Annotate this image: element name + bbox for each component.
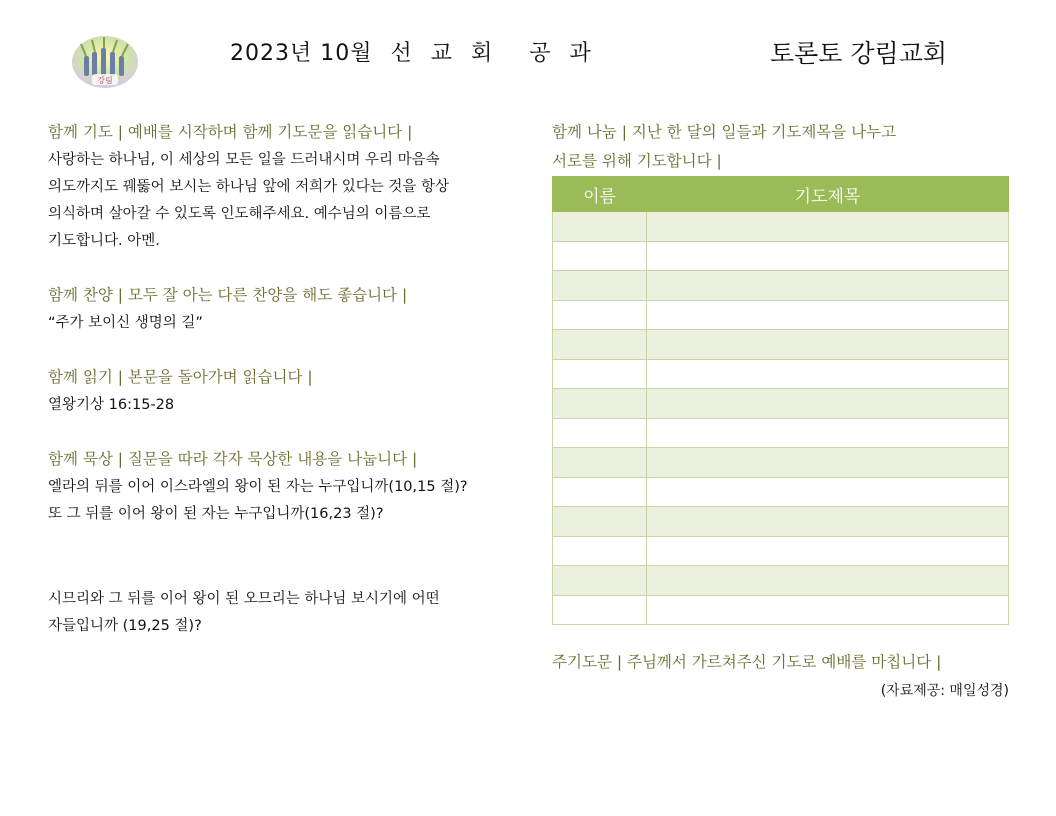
prayer-heading: 함께 기도 | 예배를 시작하며 함께 기도문을 읽습니다 | — [48, 123, 413, 141]
table-row — [553, 536, 1009, 566]
name-cell[interactable] — [553, 389, 647, 419]
prayer-line: 의도까지도 꿰뚫어 보시는 하나님 앞에 저희가 있다는 것을 항상 — [48, 179, 450, 195]
title-char: 교 — [430, 41, 454, 66]
prayer-topic-cell[interactable] — [647, 536, 1009, 566]
reading-passage: 열왕기상 16:15-28 — [48, 397, 175, 413]
hymn-section — [48, 281, 508, 337]
hymn-title: “주가 보이신 생명의 길” — [48, 315, 203, 331]
prayer-request-table — [552, 176, 1009, 625]
table-row — [553, 359, 1009, 389]
prayer-topic-cell[interactable] — [647, 448, 1009, 478]
name-cell[interactable] — [553, 477, 647, 507]
question-line: 자들입니까 (19,25 절)? — [48, 618, 202, 634]
table-row — [553, 389, 1009, 419]
title-char: 회 — [471, 41, 494, 66]
name-column-header: 이름 — [553, 177, 647, 212]
table-row — [553, 418, 1009, 448]
table-row — [553, 212, 1009, 242]
table-row — [553, 507, 1009, 537]
title-date: 2023년 10월 — [230, 41, 373, 66]
logo-text: 강림 — [97, 76, 113, 85]
prayer-topic-cell[interactable] — [647, 212, 1009, 242]
prayer-topic-cell[interactable] — [647, 271, 1009, 301]
prayer-topic-cell[interactable] — [647, 507, 1009, 537]
name-cell[interactable] — [553, 330, 647, 360]
prayer-section — [48, 118, 508, 255]
sharing-heading: 서로를 위해 기도합니다 | — [552, 152, 722, 170]
table-row — [553, 448, 1009, 478]
name-cell[interactable] — [553, 212, 647, 242]
closing-prayer: 주기도문 | 주님께서 가르쳐주신 기도로 예배를 마칩니다 | — [552, 653, 942, 671]
name-cell[interactable] — [553, 595, 647, 625]
name-cell[interactable] — [553, 241, 647, 271]
prayer-topic-cell[interactable] — [647, 330, 1009, 360]
name-cell[interactable] — [553, 418, 647, 448]
table-row — [553, 300, 1009, 330]
table-row — [553, 271, 1009, 301]
table-row — [553, 477, 1009, 507]
prayer-topic-cell[interactable] — [647, 418, 1009, 448]
prayer-topic-cell[interactable] — [647, 477, 1009, 507]
table-row — [553, 566, 1009, 596]
left-column — [48, 118, 508, 666]
prayer-topic-cell[interactable] — [647, 389, 1009, 419]
sharing-heading: 함께 나눔 | 지난 한 달의 일들과 기도제목을 나누고 — [552, 123, 897, 141]
church-name: 토론토 강림교회 — [770, 39, 947, 68]
church-logo — [70, 34, 140, 90]
prayer-line: 의식하며 살아갈 수 있도록 인도해주세요. 예수님의 이름으로 — [48, 206, 431, 222]
page-title — [230, 36, 602, 67]
title-char: 공 — [529, 41, 552, 66]
table-row — [553, 330, 1009, 360]
prayer-topic-cell[interactable] — [647, 359, 1009, 389]
meditation-heading: 함께 묵상 | 질문을 따라 각자 묵상한 내용을 나눕니다 | — [48, 450, 418, 468]
hymn-heading: 함께 찬양 | 모두 잘 아는 다른 찬양을 해도 좋습니다 | — [48, 286, 408, 304]
title-char: 과 — [569, 41, 592, 66]
name-cell[interactable] — [553, 566, 647, 596]
prayer-topic-cell[interactable] — [647, 300, 1009, 330]
name-cell[interactable] — [553, 359, 647, 389]
prayer-line: 기도합니다. 아멘. — [48, 233, 160, 249]
right-column — [552, 118, 1012, 625]
reading-section — [48, 363, 508, 419]
meditation-section — [48, 445, 508, 640]
name-cell[interactable] — [553, 448, 647, 478]
question-line: 엘라의 뒤를 이어 이스라엘의 왕이 된 자는 누구입니까(10,15 절)? — [48, 479, 468, 495]
title-char: 선 — [390, 41, 413, 66]
prayer-line: 사랑하는 하나님, 이 세상의 모든 일을 드러내시며 우리 마음속 — [48, 152, 440, 168]
reading-heading: 함께 읽기 | 본문을 돌아가며 읽습니다 | — [48, 368, 313, 386]
table-row — [553, 595, 1009, 625]
prayer-topic-cell[interactable] — [647, 566, 1009, 596]
question-line: 시므리와 그 뒤를 이어 왕이 된 오므리는 하나님 보시기에 어떤 — [48, 591, 440, 607]
table-row — [553, 241, 1009, 271]
prayer-topic-cell[interactable] — [647, 241, 1009, 271]
name-cell[interactable] — [553, 300, 647, 330]
name-cell[interactable] — [553, 507, 647, 537]
source-credit: (자료제공: 매일성경) — [880, 683, 1009, 699]
question-line: 또 그 뒤를 이어 왕이 된 자는 누구입니까(16,23 절)? — [48, 506, 384, 522]
prayer-topic-cell[interactable] — [647, 595, 1009, 625]
name-cell[interactable] — [553, 536, 647, 566]
prayer-topic-column-header: 기도제목 — [647, 177, 1009, 212]
name-cell[interactable] — [553, 271, 647, 301]
